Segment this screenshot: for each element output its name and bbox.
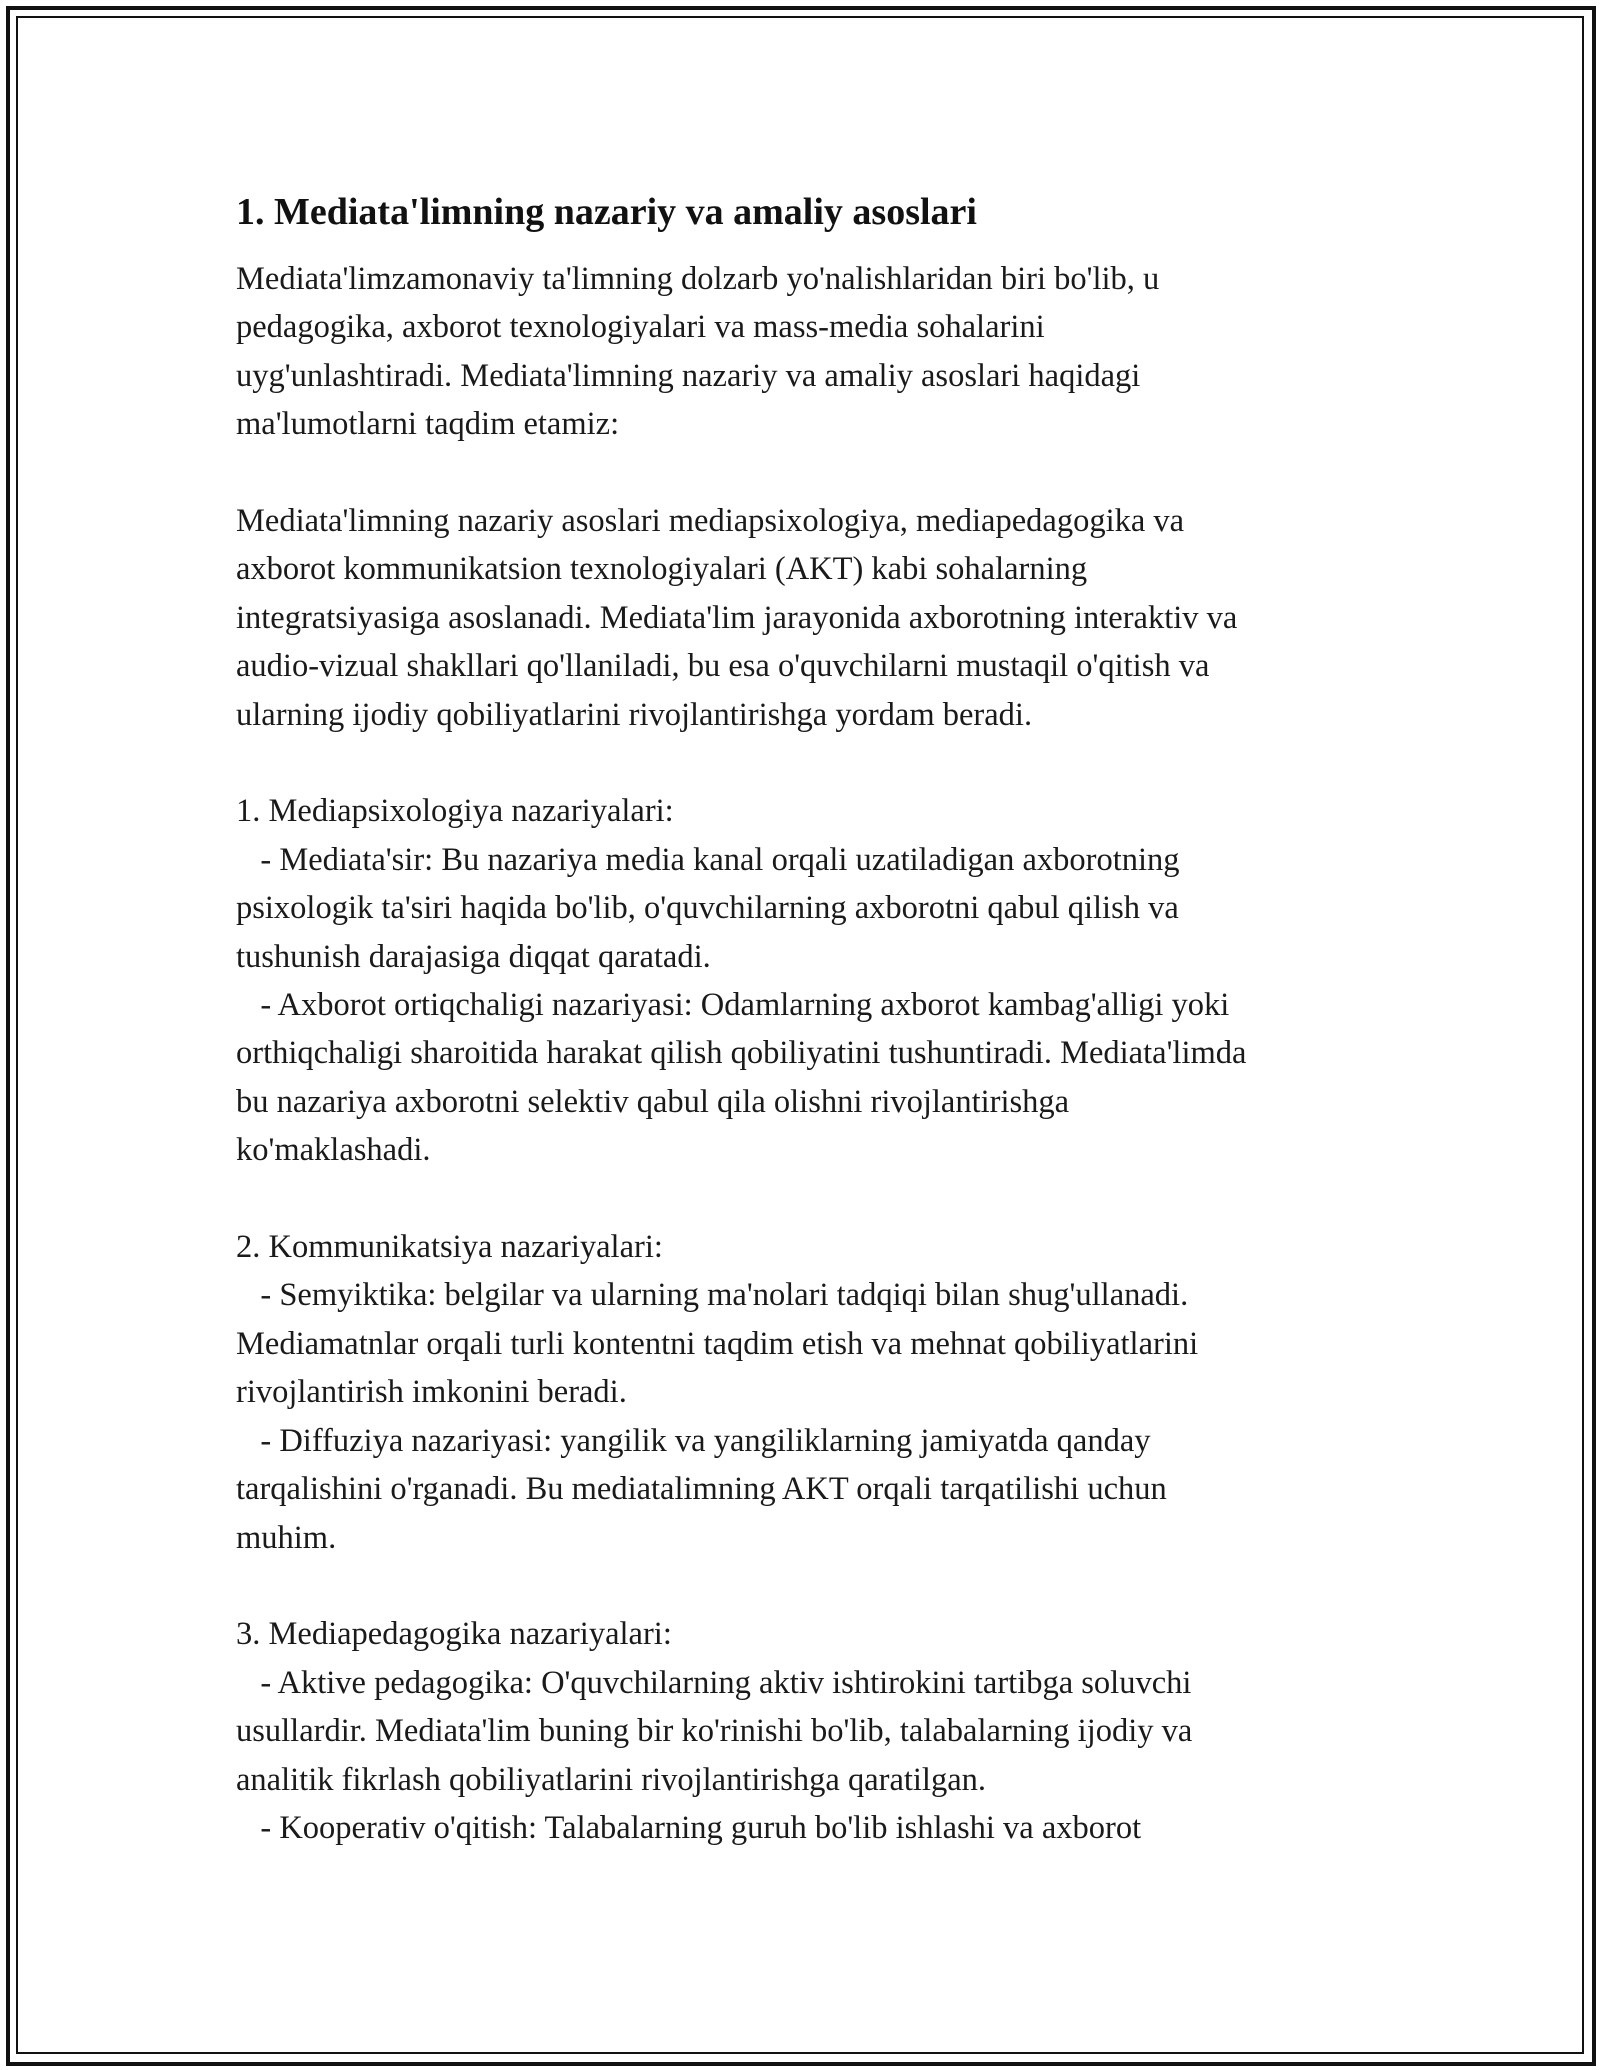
- list-item-axborot-ortiqchaligi: - Axborot ortiqchaligi nazariyasi: Odamlarning axborot kambag'alligi yoki orthiqchaligi sharoitida harakat qilish qobiliyatini tushuntiradi. Mediata'limda bu nazariya axborotni selektiv qabul qila olishni rivojlantirishga ko'maklashadi.: [236, 987, 1247, 1169]
- section-heading-kommunikatsiya: 2. Kommunikatsiya nazariyalari:: [236, 1229, 663, 1266]
- list-item-diffuziya: - Diffuziya nazariyasi: yangilik va yangiliklarning jamiyatda qanday tarqalishini o'rganadi. Bu mediatalimning AKT orqali tarqatilishi uchun muhim.: [236, 1422, 1167, 1556]
- list-item-mediatasir: - Mediata'sir: Bu nazariya media kanal orqali uzatiladigan axborotning psixologik ta'siri haqida bo'lib, o'quvchilarning axborotni qabul qilish va tushunish darajasiga diqqat qaratadi.: [236, 841, 1180, 975]
- section-heading-mediapsixologiya: 1. Mediapsixologiya nazariyalari:: [236, 793, 674, 830]
- intro-paragraph: Mediata'limzamonaviy ta'limning dolzarb yo'nalishlaridan biri bo'lib, u pedagogika, axborot texnologiyalari va mass-media sohalarini uyg'unlashtiradi. Mediata'limning nazariy va amaliy asoslari haqidagi ma'lumotlarni taqdim etamiz:: [236, 261, 1160, 443]
- list-item-semyiktika: - Semyiktika: belgilar va ularning ma'nolari tadqiqi bilan shug'ullanadi. Mediamatnlar orqali turli kontentni taqdim etish va mehnat qobiliyatlarini rivojlantirish imkonini beradi.: [236, 1277, 1199, 1411]
- section-heading-mediapedagogika: 3. Mediapedagogika nazariyalari:: [236, 1616, 672, 1653]
- list-item-kooperativ-oqitish: - Kooperativ o'qitish: Talabalarning guruh bo'lib ishlashi va axborot: [236, 1809, 1142, 1846]
- paragraph-spacer: [236, 1175, 1386, 1223]
- paragraph-spacer: [236, 739, 1386, 787]
- document-title: 1. Mediata'limning nazariy va amaliy asoslari: [236, 191, 977, 233]
- theory-paragraph: Mediata'limning nazariy asoslari mediapsixologiya, mediapedagogika va axborot kommunikatsion texnologiyalari (AKT) kabi sohalarning integratsiyasiga asoslanadi. Mediata'lim jarayonida axborotning interaktiv va audio-vizual shakllari qo'llaniladi, bu esa o'quvchilarni mustaqil o'qitish va ularning ijodiy qobiliyatlarini rivojlantirishga yordam beradi.: [236, 503, 1238, 733]
- paragraph-spacer: [236, 449, 1386, 497]
- list-item-aktive-pedagogika: - Aktive pedagogika: O'quvchilarning aktiv ishtirokini tartibga soluvchi usullardir. Mediata'lim buning bir ko'rinishi bo'lib, talabalarning ijodiy va analitik fikrlash qobiliyatlarini rivojlantirishga qaratilgan.: [236, 1664, 1193, 1798]
- paragraph-spacer: [236, 1562, 1386, 1610]
- document-body: [236, 188, 1386, 1852]
